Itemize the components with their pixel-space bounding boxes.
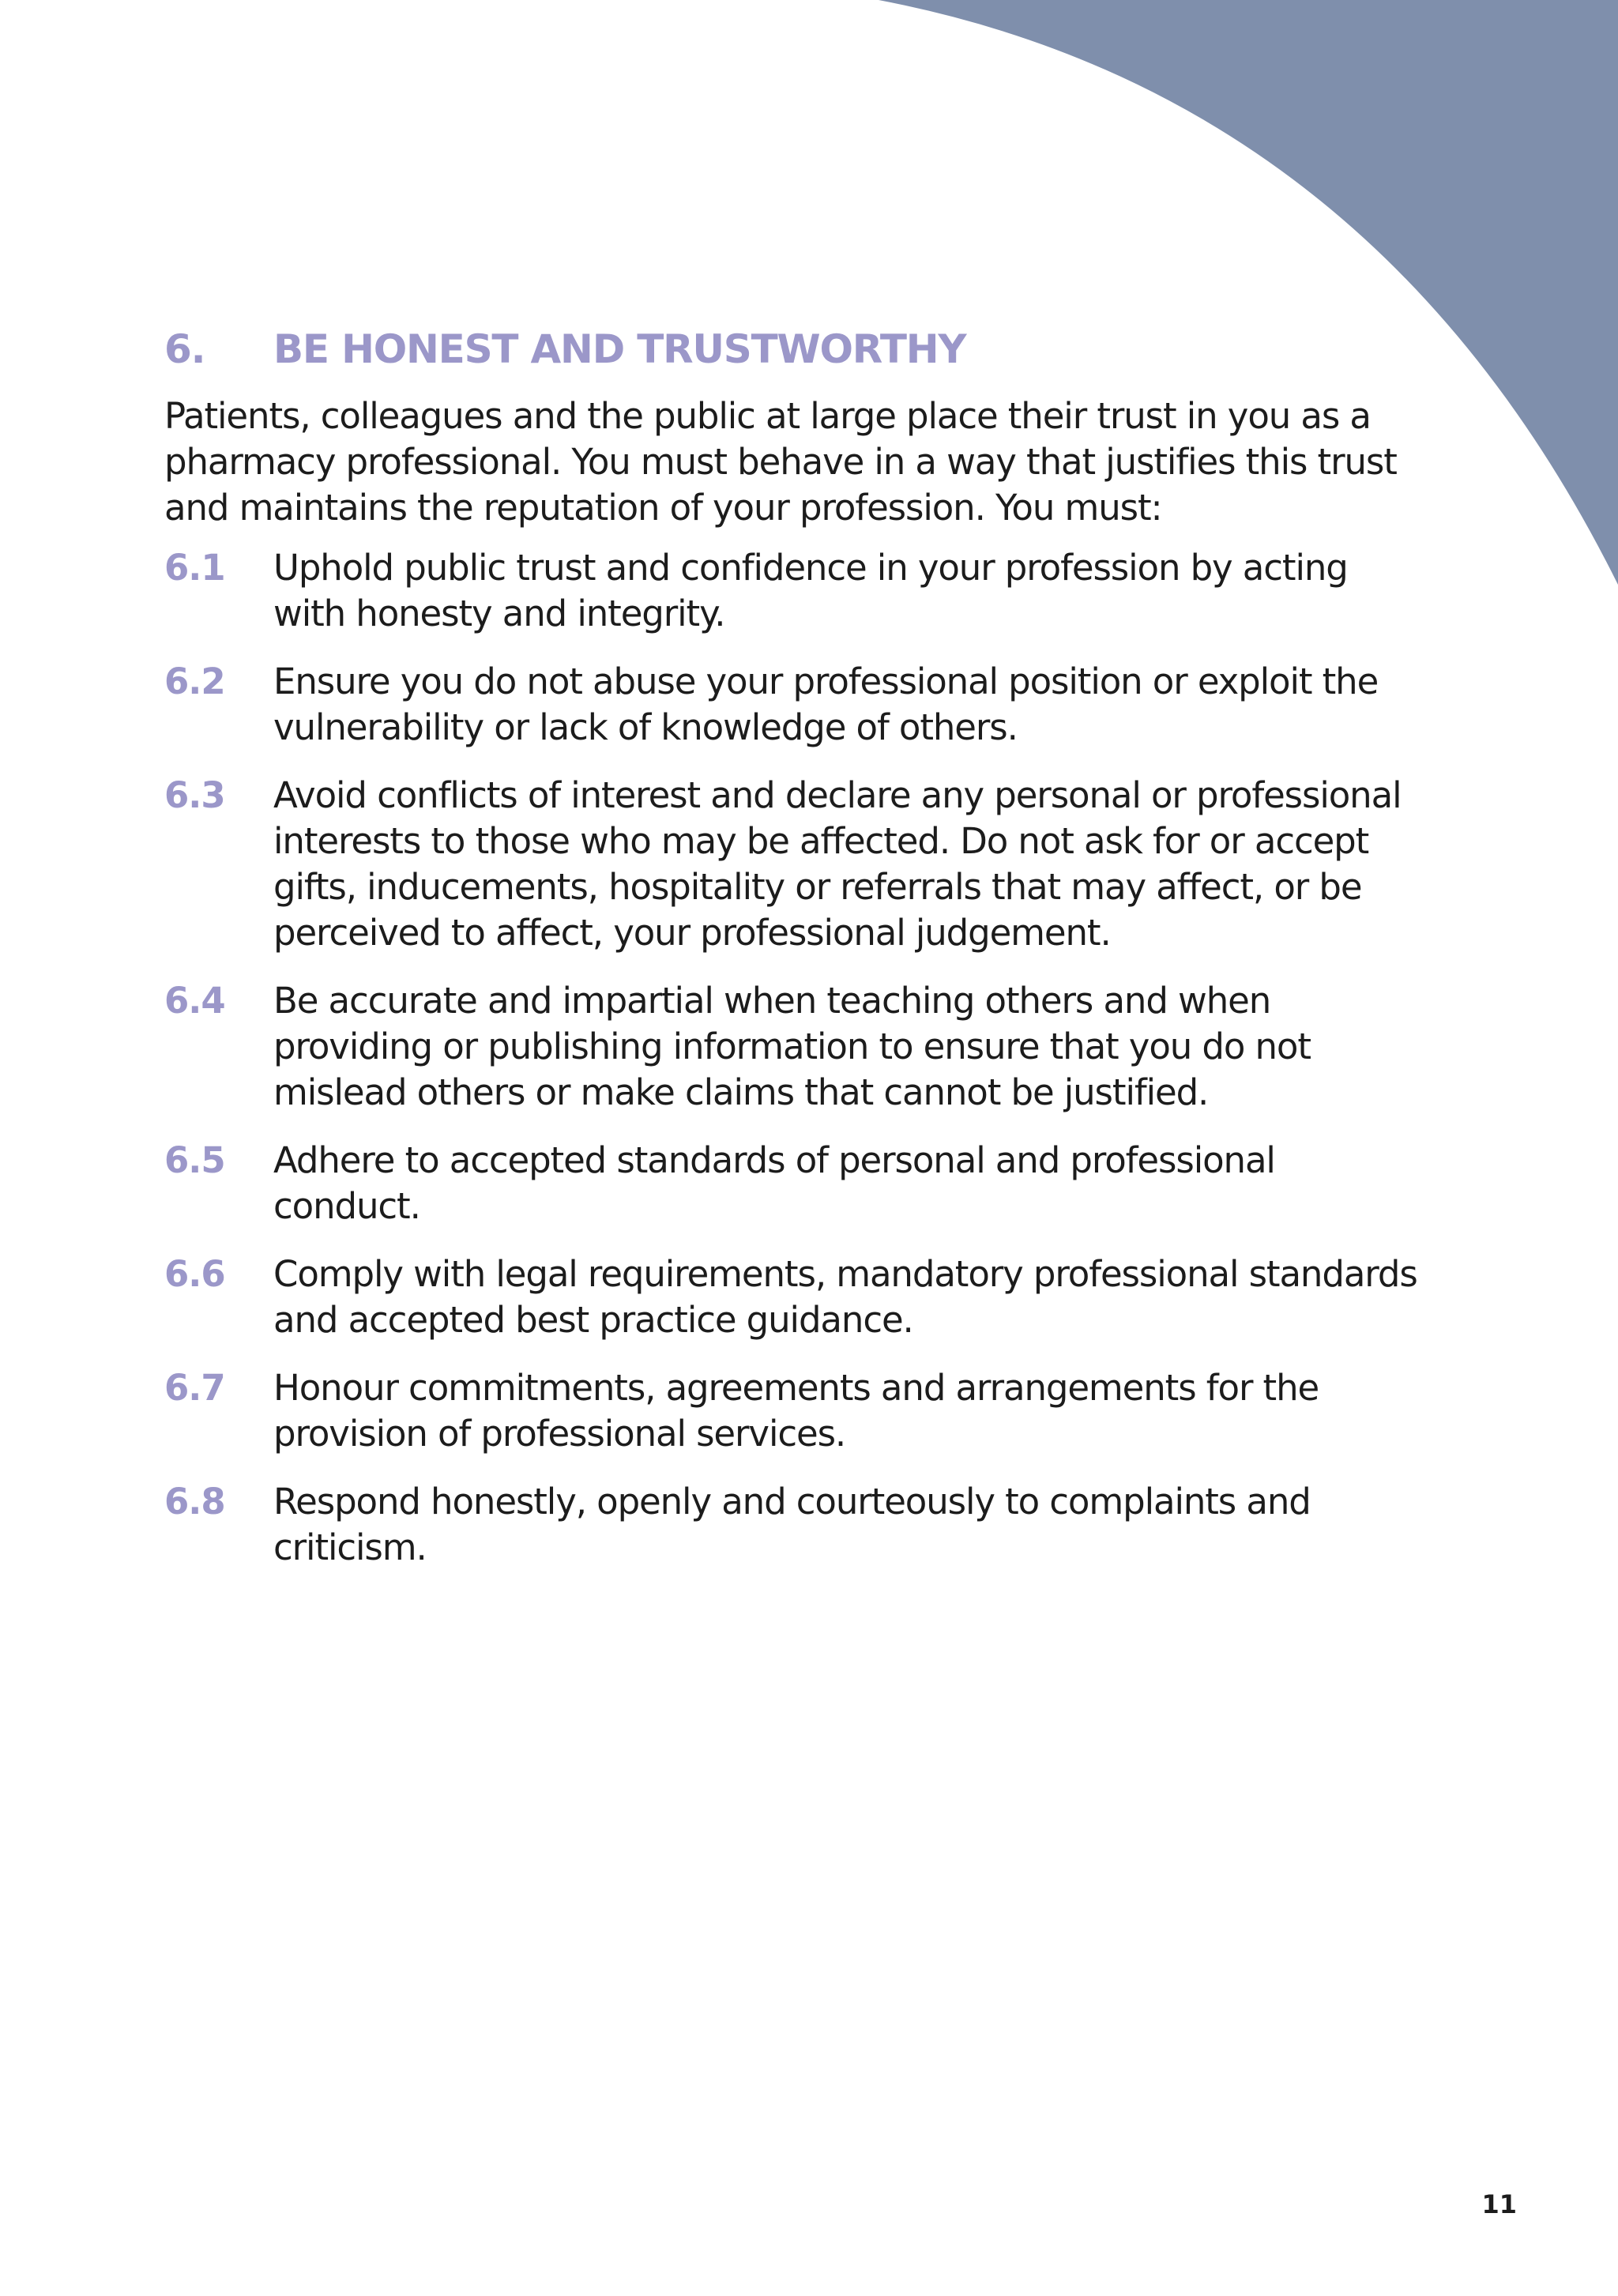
clause-text: Adhere to accepted standards of personal and professional conduct. <box>273 1139 1275 1227</box>
clause-text: Avoid conflicts of interest and declare any personal or professional interests to those who may be affected. Do not ask for or accept gifts, inducements, hospitality or referrals that may affect, or be perceived to affect, your professional judgement. <box>273 774 1402 954</box>
clause-item <box>164 1365 1428 1457</box>
clause-list <box>164 545 1428 1571</box>
clause-item <box>164 978 1428 1116</box>
clause-text: Uphold public trust and confidence in your profession by acting with honesty and integrity. <box>273 547 1348 634</box>
clause-number: 6.3 <box>164 774 225 816</box>
section-intro: Patients, colleagues and the public at large place their trust in you as a pharmacy professional. You must behave in a way that justifies this trust and maintains the reputation of your profession. You must: <box>164 395 1397 529</box>
clause-number: 6.8 <box>164 1481 225 1523</box>
clause-number: 6.2 <box>164 661 225 702</box>
clause-item <box>164 659 1428 751</box>
section-title: BE HONEST AND TRUSTWORTHY <box>273 326 966 372</box>
page-number: 11 <box>1481 2189 1517 2219</box>
section-number: 6. <box>164 326 205 372</box>
clause-item <box>164 1252 1428 1343</box>
clause-text: Comply with legal requirements, mandatory professional standards and accepted best practice guidance. <box>273 1253 1417 1341</box>
clause-number: 6.7 <box>164 1367 225 1409</box>
clause-item <box>164 1479 1428 1571</box>
clause-number: 6.1 <box>164 547 225 589</box>
clause-number: 6.5 <box>164 1139 225 1181</box>
clause-item <box>164 545 1428 637</box>
clause-number: 6.6 <box>164 1253 225 1295</box>
clause-text: Ensure you do not abuse your professional position or exploit the vulnerability or lack of knowledge of others. <box>273 661 1379 748</box>
clause-item <box>164 1138 1428 1229</box>
clause-number: 6.4 <box>164 980 225 1022</box>
clause-text: Be accurate and impartial when teaching others and when providing or publishing information to ensure that you do not mislead others or make claims that cannot be justified. <box>273 980 1311 1113</box>
clause-item <box>164 773 1428 956</box>
clause-text: Respond honestly, openly and courteously to complaints and criticism. <box>273 1481 1311 1568</box>
clause-text: Honour commitments, agreements and arrangements for the provision of professional services. <box>273 1367 1319 1455</box>
section-heading <box>164 319 1428 379</box>
section-content <box>164 319 1428 1593</box>
